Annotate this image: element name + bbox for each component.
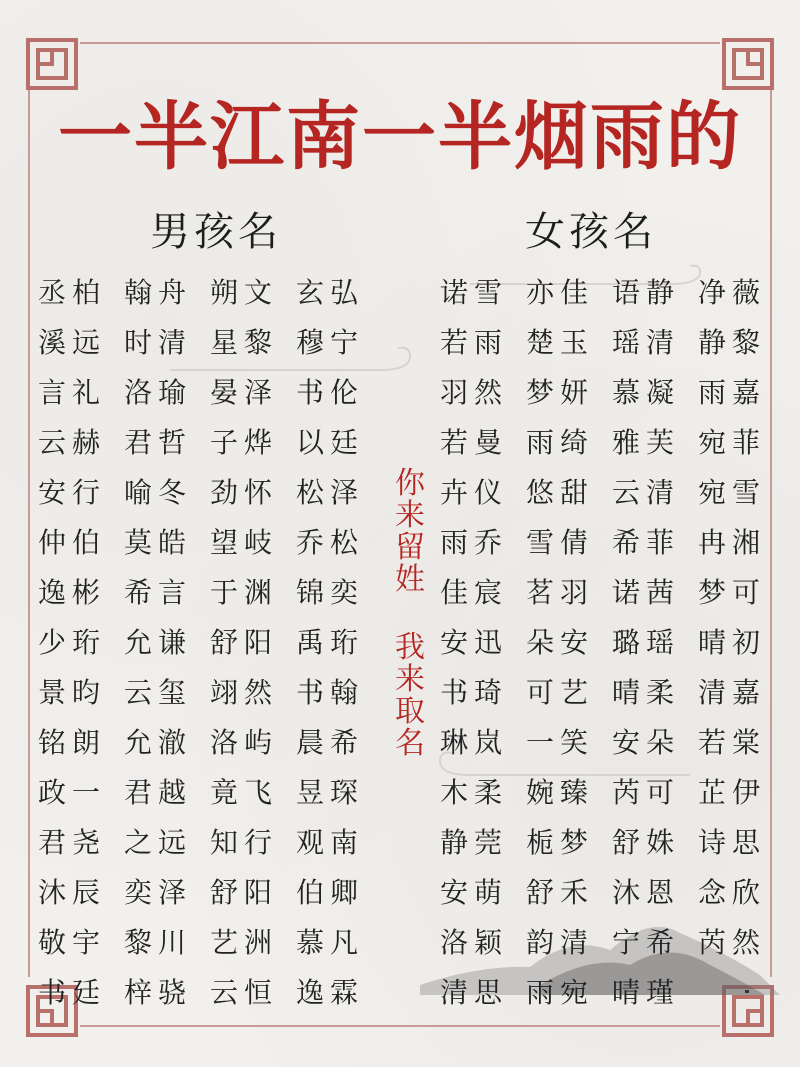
- girl-name: 念欣: [698, 876, 767, 909]
- middle-char: 取: [395, 694, 425, 729]
- page-title: 一半江南一半烟雨的: [58, 94, 742, 180]
- girl-name: 一笑: [526, 726, 595, 759]
- boy-name: 仲伯: [38, 526, 107, 559]
- boy-name: 溪远: [38, 326, 107, 359]
- girl-name: 安迅: [440, 626, 509, 659]
- boy-name: 敬宇: [38, 926, 107, 959]
- girl-name: 亦佳: [526, 276, 595, 309]
- boy-name: 君尧: [38, 826, 107, 859]
- boy-name: 艺洲: [210, 926, 279, 959]
- girl-name: 芮可: [612, 776, 681, 809]
- boy-name: 朔文: [210, 276, 279, 309]
- girl-name: 若棠: [698, 726, 767, 759]
- boy-name: 黎川: [124, 926, 193, 959]
- middle-text-naming: [392, 632, 428, 760]
- boy-name: 舒阳: [210, 876, 279, 909]
- girl-name: 婉臻: [526, 776, 595, 809]
- ink-dot: [745, 990, 749, 993]
- boy-name: 晨希: [296, 726, 365, 759]
- girl-name: 安朵: [612, 726, 681, 759]
- boy-name: 逸彬: [38, 576, 107, 609]
- boy-name: 星黎: [210, 326, 279, 359]
- boy-name: 松泽: [296, 476, 365, 509]
- girl-name: 静黎: [698, 326, 767, 359]
- girl-name: 若雨: [440, 326, 509, 359]
- girl-name: 楚玉: [526, 326, 595, 359]
- boy-name: 铭朗: [38, 726, 107, 759]
- girl-name: 宛菲: [698, 426, 767, 459]
- girl-name: 雅芙: [612, 426, 681, 459]
- girl-name: 语静: [612, 276, 681, 309]
- middle-text-surname: [392, 468, 428, 596]
- boy-name: 丞柏: [38, 276, 107, 309]
- boy-name: 安行: [38, 476, 107, 509]
- boy-name: 翊然: [210, 676, 279, 709]
- girl-name: 清思: [440, 976, 509, 1009]
- girl-name: 静莞: [440, 826, 509, 859]
- girl-name: 诺茜: [612, 576, 681, 609]
- girl-name: 慕凝: [612, 376, 681, 409]
- girl-name: 冉湘: [698, 526, 767, 559]
- girl-name: [698, 968, 784, 1018]
- boy-name: 以廷: [296, 426, 365, 459]
- girl-name: 书琦: [440, 676, 509, 709]
- boy-name: 沐辰: [38, 876, 107, 909]
- girl-name: 芷伊: [698, 776, 767, 809]
- boy-name: 禹珩: [296, 626, 365, 659]
- boy-name: 知行: [210, 826, 279, 859]
- girl-name: 韵清: [526, 926, 595, 959]
- boy-name: 子烨: [210, 426, 279, 459]
- girl-name: 云清: [612, 476, 681, 509]
- girl-name: 雨绮: [526, 426, 595, 459]
- girl-name: 木柔: [440, 776, 509, 809]
- boy-name: 穆宁: [296, 326, 365, 359]
- girl-name: 安萌: [440, 876, 509, 909]
- girl-name: 梦可: [698, 576, 767, 609]
- girl-name: 宛雪: [698, 476, 767, 509]
- middle-char: 来: [395, 662, 425, 697]
- girl-name: 清嘉: [698, 676, 767, 709]
- boy-name: 竟飞: [210, 776, 279, 809]
- boy-name: 伯卿: [296, 876, 365, 909]
- girl-name: 若曼: [440, 426, 509, 459]
- girl-name: 洛颖: [440, 926, 509, 959]
- boys-name-grid: [38, 268, 382, 1018]
- boy-name: 言礼: [38, 376, 107, 409]
- boy-name: 锦奕: [296, 576, 365, 609]
- girl-name: 卉仪: [440, 476, 509, 509]
- girl-name: 羽然: [440, 376, 509, 409]
- boy-name: 少珩: [38, 626, 107, 659]
- girl-name: 净薇: [698, 276, 767, 309]
- girl-name: 栀梦: [526, 826, 595, 859]
- girl-name: 雨乔: [440, 526, 509, 559]
- boy-name: 允澈: [124, 726, 193, 759]
- girl-name: 诺雪: [440, 276, 509, 309]
- girl-name: 沐恩: [612, 876, 681, 909]
- boy-name: 洛屿: [210, 726, 279, 759]
- boy-name: 喻冬: [124, 476, 193, 509]
- girls-name-grid: [440, 268, 784, 1018]
- girl-name: 舒禾: [526, 876, 595, 909]
- boy-name: 政一: [38, 776, 107, 809]
- girl-name: 佳宸: [440, 576, 509, 609]
- middle-char: 留: [395, 530, 425, 565]
- girl-name: 宁希: [612, 926, 681, 959]
- boy-name: 希言: [124, 576, 193, 609]
- girls-heading: 女孩名: [525, 209, 657, 255]
- girl-name: 朵安: [526, 626, 595, 659]
- boy-name: 望岐: [210, 526, 279, 559]
- girl-name: 可艺: [526, 676, 595, 709]
- girl-name: 晴瑾: [612, 976, 681, 1009]
- girl-name: 舒姝: [612, 826, 681, 859]
- boy-name: 慕凡: [296, 926, 365, 959]
- boy-name: 观南: [296, 826, 365, 859]
- girl-name: 雪倩: [526, 526, 595, 559]
- boy-name: 劲怀: [210, 476, 279, 509]
- middle-char: 姓: [395, 562, 425, 597]
- frame-left-line: [28, 90, 30, 977]
- boys-heading: 男孩名: [150, 209, 282, 255]
- girl-name: 悠甜: [526, 476, 595, 509]
- boy-name: 云赫: [38, 426, 107, 459]
- boy-name: 君哲: [124, 426, 193, 459]
- boy-name: 舒阳: [210, 626, 279, 659]
- boy-name: 翰舟: [124, 276, 193, 309]
- middle-char: 来: [395, 498, 425, 533]
- girl-name: 晴柔: [612, 676, 681, 709]
- boy-name: 景昀: [38, 676, 107, 709]
- boy-name: 书伦: [296, 376, 365, 409]
- girl-name: 瑶清: [612, 326, 681, 359]
- boy-name: 莫皓: [124, 526, 193, 559]
- boy-name: 梓骁: [124, 976, 193, 1009]
- boy-name: 书翰: [296, 676, 365, 709]
- middle-char: 名: [395, 726, 425, 761]
- boy-name: 晏泽: [210, 376, 279, 409]
- middle-char: 你: [395, 466, 425, 501]
- boy-name: 奕泽: [124, 876, 193, 909]
- girl-name: 茗羽: [526, 576, 595, 609]
- girl-name: 希菲: [612, 526, 681, 559]
- boy-name: 昱琛: [296, 776, 365, 809]
- boy-name: 洛瑜: [124, 376, 193, 409]
- boy-name: 乔松: [296, 526, 365, 559]
- girl-name: 诗思: [698, 826, 767, 859]
- girl-name: 璐瑶: [612, 626, 681, 659]
- middle-char: 我: [395, 630, 425, 665]
- girl-name: 晴初: [698, 626, 767, 659]
- boy-name: 于渊: [210, 576, 279, 609]
- boy-name: 云恒: [210, 976, 279, 1009]
- boy-name: 君越: [124, 776, 193, 809]
- girl-name: 梦妍: [526, 376, 595, 409]
- boy-name: 玄弘: [296, 276, 365, 309]
- girl-name: 雨宛: [526, 976, 595, 1009]
- frame-bottom-line: [80, 1025, 720, 1027]
- boy-name: 允谦: [124, 626, 193, 659]
- girl-name: 雨嘉: [698, 376, 767, 409]
- girl-name: 芮然: [698, 926, 767, 959]
- boy-name: 时清: [124, 326, 193, 359]
- girl-name: 琳岚: [440, 726, 509, 759]
- boy-name: 云玺: [124, 676, 193, 709]
- boy-name: 逸霖: [296, 976, 365, 1009]
- boy-name: 书廷: [38, 976, 107, 1009]
- frame-top-line: [80, 42, 720, 44]
- boy-name: 之远: [124, 826, 193, 859]
